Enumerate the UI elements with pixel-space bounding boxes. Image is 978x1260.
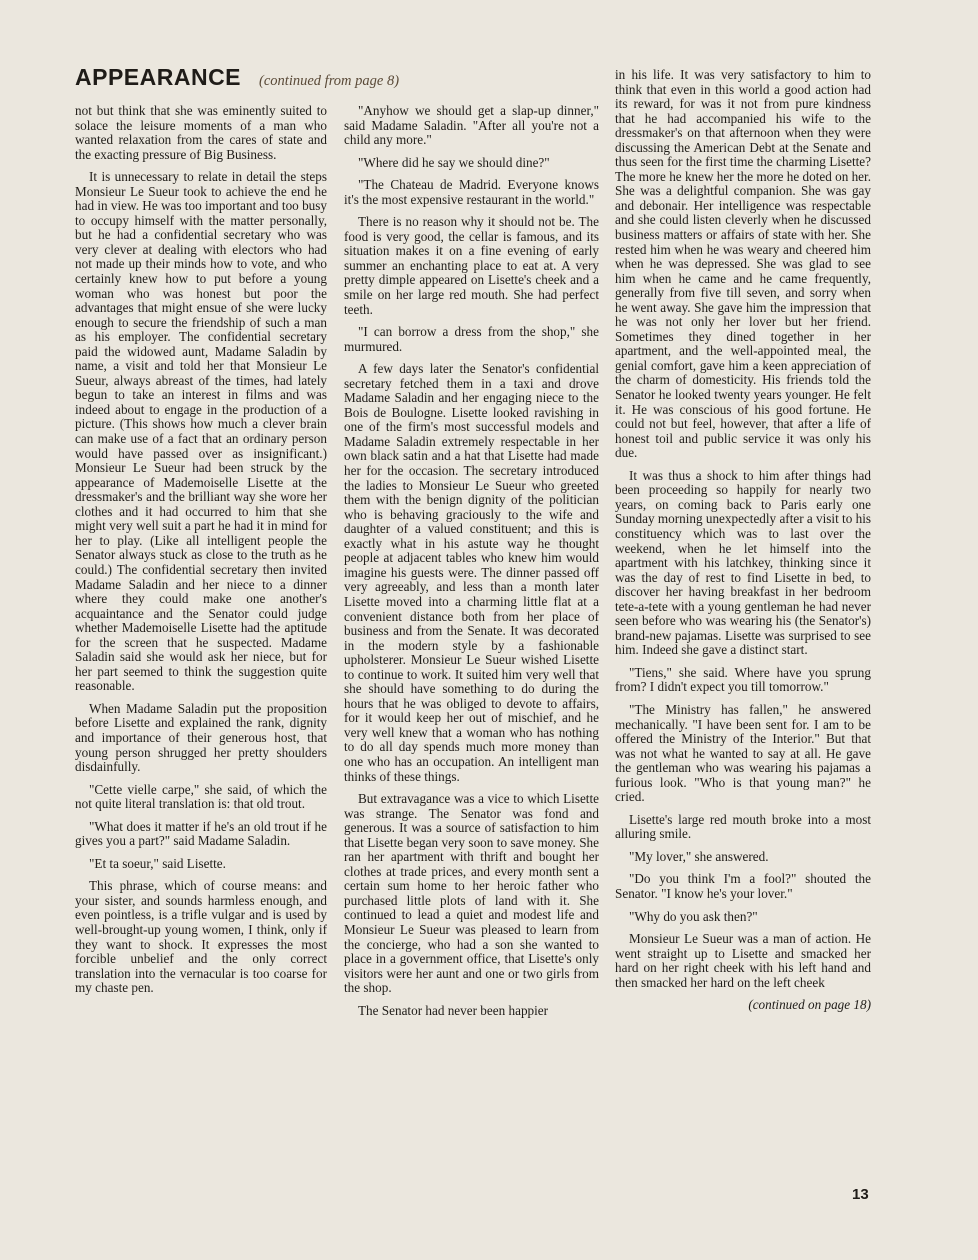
paragraph: It is unnecessary to relate in detail the steps Monsieur Le Sueur took to achieve the end he had in view. He was too important and too busy to occupy himself with the matter personally, but he had a confidential secretary who was very clever at dealing with electors who had not made up their minds how to vote, and who certainly knew how to put before a young woman who was honest but poor the advantages that might ensue of she were lucky enough to secure the friendship of such a man as his employer. The confidential secretary paid the widowed aunt, Madame Saladin by name, a visit and told her that Monsieur Le Sueur, always abreast of the times, had lately begun to take an interest in films and was indeed about to engage in the production of a picture. (This shows how much a clever brain can make use of a fact that an ordinary person would have passed over as insignificant.) Monsieur Le Sueur had been struck by the appearance of Mademoiselle Lisette at the dressmaker's and the brilliant way she wore her clothes and it had occurred to him that she might very well suit a part he had it in mind for her to play. (Like all intelligent people the Senator always stuck as close to the truth as he could.) The confidential secretary then invited Madame Saladin and her niece to a dinner where they could make one another's acquaintance and the Senator could judge whether Mademoiselle Lisette had the aptitude for the screen that he suspected. Madame Saladin said she would ask her niece, but for her part seemed to think the suggestion quite reasonable. <box>75 169 327 694</box>
paragraph: But extravagance was a vice to which Lisette was strange. The Senator was fond and generous. It was a source of satisfaction to him that Lisette began very soon to save money. She ran her apartment with thrift and bought her clothes at trade prices, and every month sent a certain sum home to her heroic father who purchased little plots of land with it. She continued to lead a quiet and modest life and Monsieur Le Sueur was pleased to learn from the concierge, who had a son she wanted to place in a government office, that Lisette's only visitors were her aunt and one or two girls from the shop. <box>344 791 599 996</box>
paragraph: in his life. It was very satisfactory to him to think that even in this world a good action had its reward, for was it not from pure kindness that he had accompanied his wife to the dressmaker's on that afternoon when they were discussing the American Debt at the Senate and thus seen for the first time the charming Lisette? The more he knew her the more he doted on her. She was a delightful companion. She was gay and debonair. Her intelligence was respectable and she could listen cleverly when he discussed business matters or affairs of state with her. She rested him when he was weary and cheered him when he was depressed. She was glad to see him when he came and he came frequently, generally from five till seven, and sorry when he went away. She gave him the impression that he was not only her lover but her friend. Sometimes they dined together in her apartment, and the well-appointed meal, the genial comfort, gave him a keen appreciation of the charm of domesticity. His friends told the Senator he looked twenty years younger. He felt it. He was conscious of his good fortune. He could not but feel, however, that after a life of honest toil and public service it was only his due. <box>615 68 871 461</box>
paragraph: "My lover," she answered. <box>629 848 769 864</box>
paragraph: "Tiens," she said. Where have you sprung from? I didn't expect you till tomorrow." <box>615 664 871 695</box>
paragraph: "Do you think I'm a fool?" shouted the Senator. "I know he's your lover." <box>615 871 871 901</box>
paragraph: "The Ministry has fallen," he answered mechanically. "I have been sent for. I am to be offered the Ministry of the Interior." But that was not what he wanted to say at all. He gave the gentleman who was wearing his pajamas a furious look. "Who is that young man?" he cried. <box>615 701 871 805</box>
continued-on-note: (continued on page 18) <box>748 997 871 1013</box>
paragraph: It was thus a shock to him after things had been proceeding so happily for nearly two years, on coming back to Paris early one Sunday morning unexpectedly after a visit to his constituency which was to last over the weekend, when he let himself into the apartment with his latchkey, thinking since it was the day of rest to find Lisette in bed, to discover her having breakfast in her bedroom tete-a-tete with a young gentleman he had never seen before who was wearing his (the Senator's) brand-new pajamas. Lisette was surprised to see him. Indeed she gave a distinct start. <box>615 467 871 658</box>
paragraph: "The Chateau de Madrid. Everyone knows it's the most expensive restaurant in the world." <box>344 177 599 207</box>
paragraph: not but think that she was eminently suited to solace the leisure moments of a man who wanted relaxation from the cares of state and the exacting pressure of Big Business. <box>75 104 327 162</box>
page-number: 13 <box>852 1186 869 1203</box>
paragraph: "What does it matter if he's an old trout if he gives you a part?" said Madame Saladin. <box>75 818 327 849</box>
paragraph: When Madame Saladin put the proposition before Lisette and explained the rank, dignity and importance of their generous host, that young person shrugged her pretty shoulders disdainfully. <box>75 700 327 775</box>
paragraph: "Anyhow we should get a slap-up dinner," said Madame Saladin. "After all you're not a child any more." <box>344 104 599 148</box>
paragraph: Monsieur Le Sueur was a man of action. He went straight up to Lisette and smacked her hard on her right cheek with his left hand and then smacked her hard on the left cheek <box>615 931 871 990</box>
text-column-left <box>75 104 327 1176</box>
paragraph: A few days later the Senator's confidential secretary fetched them in a taxi and drove Madame Saladin and her engaging niece to the Bois de Boulogne. Lisette looked ravishing in one of the firm's most successful models and Madame Saladin extremely respectable in her own black satin and a hat that Lisette had made her for the occasion. The secretary introduced the ladies to Monsieur Le Sueur who greeted them with the benign dignity of the politician who is behaving graciously to the wife and daughter of a valued constituent; and this is exactly what in his astute way he thought people at adjacent tables who knew him would imagine his guests were. The dinner passed off very agreeably, and less than a month later Lisette moved into a charming little flat at a convenient distance both from her place of business and from the Senate. It was decorated in the modern style by a fashionable upholsterer. Monsieur Le Sueur wished Lisette to continue to work. It suited him very well that she should have something to do during the hours that he was obliged to devote to affairs, for it would keep her out of mischief, and he very well knew that a woman who has nothing to do all day spends much more money than one who has an occupation. An intelligent man thinks of these things. <box>344 361 599 784</box>
paragraph: "Cette vielle carpe," she said, of which the not quite literal translation is: that old trout. <box>75 781 327 812</box>
text-column-right <box>615 68 871 1213</box>
paragraph: "Why do you ask then?" <box>629 908 758 924</box>
paragraph: "Et ta soeur," said Lisette. <box>89 855 226 871</box>
paragraph: There is no reason why it should not be. The food is very good, the cellar is famous, and its situation makes it on a fine evening of early summer an enchanting place to eat at. A very pretty dimple appeared on Lisette's cheek and a smile on her large red mouth. She had perfect teeth. <box>344 214 599 317</box>
continued-from-note: (continued from page 8) <box>259 73 400 89</box>
paragraph: "I can borrow a dress from the shop," she murmured. <box>344 324 599 354</box>
paragraph: "Where did he say we should dine?" <box>358 154 550 170</box>
article-title: APPEARANCE <box>75 64 242 90</box>
paragraph: The Senator had never been happier <box>358 1002 549 1018</box>
text-column-middle <box>344 104 599 1176</box>
paragraph: Lisette's large red mouth broke into a most alluring smile. <box>615 811 871 842</box>
article-header <box>75 64 399 91</box>
paragraph: This phrase, which of course means: and your sister, and sounds harmless enough, and even pointless, is a trifle vulgar and is used by well-brought-up young women, I think, only if they want to shock. It expresses the most forcible unbelief and the only correct translation into the vernacular is too coarse for my chaste pen. <box>75 878 327 996</box>
